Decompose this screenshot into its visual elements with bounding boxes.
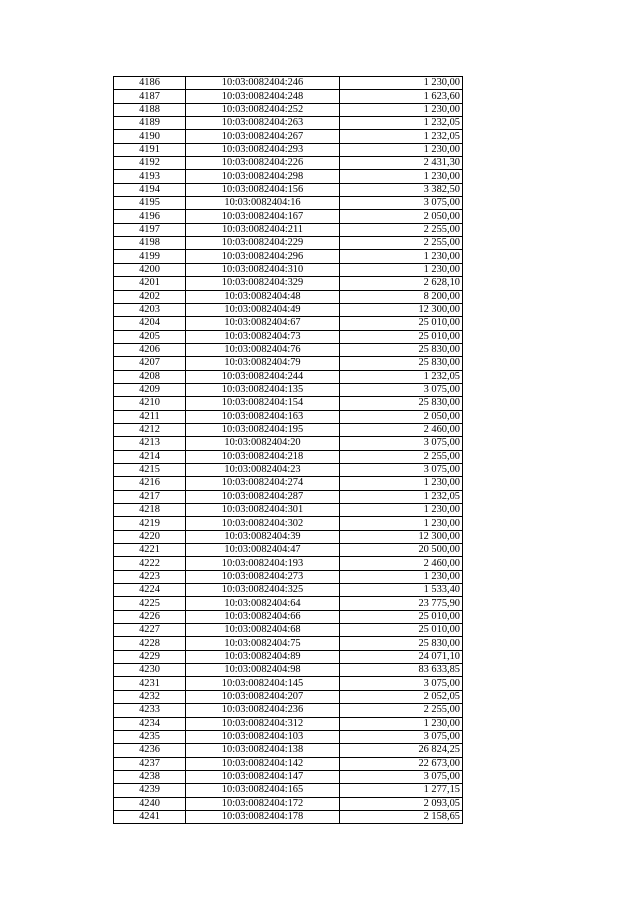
amount-cell: 25 830,00 xyxy=(340,637,463,650)
table-row xyxy=(114,797,463,810)
cadastral-number-cell: 10:03:0082404:20 xyxy=(186,437,340,450)
table-row xyxy=(114,784,463,797)
table-row xyxy=(114,117,463,130)
table-row xyxy=(114,530,463,543)
row-number-cell: 4200 xyxy=(114,263,186,276)
row-number-cell: 4218 xyxy=(114,504,186,517)
cadastral-number-cell: 10:03:0082404:207 xyxy=(186,690,340,703)
amount-cell: 1 232,05 xyxy=(340,490,463,503)
row-number-cell: 4235 xyxy=(114,730,186,743)
cadastral-number-cell: 10:03:0082404:75 xyxy=(186,637,340,650)
cadastral-number-cell: 10:03:0082404:325 xyxy=(186,584,340,597)
table-row xyxy=(114,197,463,210)
amount-cell: 1 230,00 xyxy=(340,250,463,263)
table-row xyxy=(114,610,463,623)
amount-cell: 1 230,00 xyxy=(340,504,463,517)
amount-cell: 2 255,00 xyxy=(340,223,463,236)
amount-cell: 1 230,00 xyxy=(340,170,463,183)
table-row xyxy=(114,664,463,677)
row-number-cell: 4228 xyxy=(114,637,186,650)
amount-cell: 26 824,25 xyxy=(340,744,463,757)
cadastral-number-cell: 10:03:0082404:273 xyxy=(186,570,340,583)
cadastral-number-cell: 10:03:0082404:49 xyxy=(186,303,340,316)
amount-cell: 3 075,00 xyxy=(340,770,463,783)
table-row xyxy=(114,757,463,770)
table-row xyxy=(114,624,463,637)
row-number-cell: 4217 xyxy=(114,490,186,503)
table-row xyxy=(114,103,463,116)
row-number-cell: 4211 xyxy=(114,410,186,423)
cadastral-number-cell: 10:03:0082404:296 xyxy=(186,250,340,263)
row-number-cell: 4195 xyxy=(114,197,186,210)
row-number-cell: 4239 xyxy=(114,784,186,797)
amount-cell: 1 230,00 xyxy=(340,717,463,730)
row-number-cell: 4216 xyxy=(114,477,186,490)
cadastral-number-cell: 10:03:0082404:73 xyxy=(186,330,340,343)
row-number-cell: 4187 xyxy=(114,90,186,103)
row-number-cell: 4233 xyxy=(114,704,186,717)
amount-cell: 2 050,00 xyxy=(340,210,463,223)
cadastral-number-cell: 10:03:0082404:23 xyxy=(186,463,340,476)
cadastral-number-cell: 10:03:0082404:67 xyxy=(186,317,340,330)
cadastral-number-cell: 10:03:0082404:103 xyxy=(186,730,340,743)
table-row xyxy=(114,517,463,530)
amount-cell: 3 075,00 xyxy=(340,730,463,743)
row-number-cell: 4234 xyxy=(114,717,186,730)
table-row xyxy=(114,383,463,396)
table-row xyxy=(114,183,463,196)
amount-cell: 2 050,00 xyxy=(340,410,463,423)
table-row xyxy=(114,690,463,703)
table-row xyxy=(114,237,463,250)
table-row xyxy=(114,343,463,356)
table-row xyxy=(114,650,463,663)
row-number-cell: 4219 xyxy=(114,517,186,530)
table-row xyxy=(114,263,463,276)
amount-cell: 12 300,00 xyxy=(340,530,463,543)
cadastral-number-cell: 10:03:0082404:246 xyxy=(186,77,340,90)
row-number-cell: 4206 xyxy=(114,343,186,356)
amount-cell: 1 230,00 xyxy=(340,143,463,156)
cadastral-number-cell: 10:03:0082404:195 xyxy=(186,423,340,436)
row-number-cell: 4209 xyxy=(114,383,186,396)
table-row xyxy=(114,463,463,476)
cadastral-number-cell: 10:03:0082404:229 xyxy=(186,237,340,250)
amount-cell: 1 230,00 xyxy=(340,77,463,90)
row-number-cell: 4231 xyxy=(114,677,186,690)
amount-cell: 2 093,05 xyxy=(340,797,463,810)
cadastral-number-cell: 10:03:0082404:263 xyxy=(186,117,340,130)
cadastral-number-cell: 10:03:0082404:98 xyxy=(186,664,340,677)
table-row xyxy=(114,370,463,383)
amount-cell: 20 500,00 xyxy=(340,544,463,557)
table-row xyxy=(114,170,463,183)
row-number-cell: 4230 xyxy=(114,664,186,677)
amount-cell: 1 232,05 xyxy=(340,130,463,143)
amount-cell: 25 830,00 xyxy=(340,357,463,370)
cadastral-number-cell: 10:03:0082404:138 xyxy=(186,744,340,757)
cadastral-number-cell: 10:03:0082404:302 xyxy=(186,517,340,530)
cadastral-number-cell: 10:03:0082404:147 xyxy=(186,770,340,783)
amount-cell: 1 230,00 xyxy=(340,103,463,116)
amount-cell: 2 460,00 xyxy=(340,423,463,436)
cadastral-number-cell: 10:03:0082404:274 xyxy=(186,477,340,490)
cadastral-number-cell: 10:03:0082404:66 xyxy=(186,610,340,623)
row-number-cell: 4240 xyxy=(114,797,186,810)
amount-cell: 24 071,10 xyxy=(340,650,463,663)
table-row xyxy=(114,490,463,503)
amount-cell: 3 382,50 xyxy=(340,183,463,196)
table-row xyxy=(114,330,463,343)
table-row xyxy=(114,437,463,450)
row-number-cell: 4223 xyxy=(114,570,186,583)
cadastral-number-cell: 10:03:0082404:39 xyxy=(186,530,340,543)
cadastral-number-cell: 10:03:0082404:154 xyxy=(186,397,340,410)
table-row xyxy=(114,250,463,263)
row-number-cell: 4222 xyxy=(114,557,186,570)
table-row xyxy=(114,557,463,570)
table-row xyxy=(114,637,463,650)
cadastral-number-cell: 10:03:0082404:135 xyxy=(186,383,340,396)
amount-cell: 1 230,00 xyxy=(340,570,463,583)
table-row xyxy=(114,704,463,717)
cadastral-number-cell: 10:03:0082404:48 xyxy=(186,290,340,303)
cadastral-number-cell: 10:03:0082404:244 xyxy=(186,370,340,383)
row-number-cell: 4237 xyxy=(114,757,186,770)
cadastral-number-cell: 10:03:0082404:287 xyxy=(186,490,340,503)
amount-cell: 8 200,00 xyxy=(340,290,463,303)
cadastral-number-cell: 10:03:0082404:211 xyxy=(186,223,340,236)
row-number-cell: 4214 xyxy=(114,450,186,463)
cadastral-number-cell: 10:03:0082404:172 xyxy=(186,797,340,810)
row-number-cell: 4186 xyxy=(114,77,186,90)
table-row xyxy=(114,423,463,436)
cadastral-number-cell: 10:03:0082404:89 xyxy=(186,650,340,663)
row-number-cell: 4188 xyxy=(114,103,186,116)
amount-cell: 2 255,00 xyxy=(340,450,463,463)
table-row xyxy=(114,730,463,743)
table-row xyxy=(114,570,463,583)
row-number-cell: 4224 xyxy=(114,584,186,597)
row-number-cell: 4238 xyxy=(114,770,186,783)
cadastral-ledger-table xyxy=(113,76,463,824)
table-row xyxy=(114,677,463,690)
cadastral-number-cell: 10:03:0082404:167 xyxy=(186,210,340,223)
table-row xyxy=(114,290,463,303)
cadastral-number-cell: 10:03:0082404:312 xyxy=(186,717,340,730)
table-row xyxy=(114,410,463,423)
row-number-cell: 4189 xyxy=(114,117,186,130)
cadastral-number-cell: 10:03:0082404:267 xyxy=(186,130,340,143)
cadastral-number-cell: 10:03:0082404:163 xyxy=(186,410,340,423)
cadastral-number-cell: 10:03:0082404:298 xyxy=(186,170,340,183)
cadastral-number-cell: 10:03:0082404:218 xyxy=(186,450,340,463)
row-number-cell: 4229 xyxy=(114,650,186,663)
amount-cell: 1 230,00 xyxy=(340,263,463,276)
row-number-cell: 4213 xyxy=(114,437,186,450)
table-row xyxy=(114,157,463,170)
row-number-cell: 4199 xyxy=(114,250,186,263)
row-number-cell: 4212 xyxy=(114,423,186,436)
cadastral-number-cell: 10:03:0082404:248 xyxy=(186,90,340,103)
cadastral-number-cell: 10:03:0082404:76 xyxy=(186,343,340,356)
table-row xyxy=(114,277,463,290)
row-number-cell: 4225 xyxy=(114,597,186,610)
cadastral-number-cell: 10:03:0082404:142 xyxy=(186,757,340,770)
amount-cell: 83 633,85 xyxy=(340,664,463,677)
row-number-cell: 4190 xyxy=(114,130,186,143)
amount-cell: 12 300,00 xyxy=(340,303,463,316)
row-number-cell: 4215 xyxy=(114,463,186,476)
table-row xyxy=(114,397,463,410)
row-number-cell: 4198 xyxy=(114,237,186,250)
amount-cell: 2 255,00 xyxy=(340,704,463,717)
ledger-table-body xyxy=(114,77,463,824)
cadastral-number-cell: 10:03:0082404:252 xyxy=(186,103,340,116)
table-row xyxy=(114,544,463,557)
row-number-cell: 4197 xyxy=(114,223,186,236)
amount-cell: 2 158,65 xyxy=(340,810,463,823)
table-row xyxy=(114,303,463,316)
row-number-cell: 4194 xyxy=(114,183,186,196)
cadastral-number-cell: 10:03:0082404:236 xyxy=(186,704,340,717)
amount-cell: 3 075,00 xyxy=(340,383,463,396)
cadastral-number-cell: 10:03:0082404:79 xyxy=(186,357,340,370)
cadastral-number-cell: 10:03:0082404:156 xyxy=(186,183,340,196)
amount-cell: 25 010,00 xyxy=(340,610,463,623)
table-row xyxy=(114,357,463,370)
table-row xyxy=(114,130,463,143)
cadastral-number-cell: 10:03:0082404:193 xyxy=(186,557,340,570)
row-number-cell: 4227 xyxy=(114,624,186,637)
amount-cell: 1 533,40 xyxy=(340,584,463,597)
amount-cell: 25 830,00 xyxy=(340,397,463,410)
row-number-cell: 4207 xyxy=(114,357,186,370)
amount-cell: 2 628,10 xyxy=(340,277,463,290)
row-number-cell: 4226 xyxy=(114,610,186,623)
row-number-cell: 4202 xyxy=(114,290,186,303)
table-row xyxy=(114,810,463,823)
cadastral-number-cell: 10:03:0082404:145 xyxy=(186,677,340,690)
row-number-cell: 4205 xyxy=(114,330,186,343)
amount-cell: 25 010,00 xyxy=(340,330,463,343)
row-number-cell: 4201 xyxy=(114,277,186,290)
amount-cell: 2 431,30 xyxy=(340,157,463,170)
cadastral-number-cell: 10:03:0082404:165 xyxy=(186,784,340,797)
table-row xyxy=(114,450,463,463)
table-row xyxy=(114,143,463,156)
table-row xyxy=(114,597,463,610)
table-row xyxy=(114,584,463,597)
amount-cell: 22 673,00 xyxy=(340,757,463,770)
cadastral-number-cell: 10:03:0082404:293 xyxy=(186,143,340,156)
cadastral-number-cell: 10:03:0082404:226 xyxy=(186,157,340,170)
row-number-cell: 4236 xyxy=(114,744,186,757)
table-row xyxy=(114,744,463,757)
table-row xyxy=(114,477,463,490)
table-row xyxy=(114,317,463,330)
row-number-cell: 4193 xyxy=(114,170,186,183)
amount-cell: 25 010,00 xyxy=(340,624,463,637)
row-number-cell: 4220 xyxy=(114,530,186,543)
cadastral-number-cell: 10:03:0082404:64 xyxy=(186,597,340,610)
amount-cell: 3 075,00 xyxy=(340,463,463,476)
amount-cell: 2 255,00 xyxy=(340,237,463,250)
row-number-cell: 4210 xyxy=(114,397,186,410)
amount-cell: 3 075,00 xyxy=(340,437,463,450)
amount-cell: 3 075,00 xyxy=(340,197,463,210)
cadastral-number-cell: 10:03:0082404:16 xyxy=(186,197,340,210)
amount-cell: 25 010,00 xyxy=(340,317,463,330)
cadastral-number-cell: 10:03:0082404:47 xyxy=(186,544,340,557)
row-number-cell: 4208 xyxy=(114,370,186,383)
row-number-cell: 4191 xyxy=(114,143,186,156)
amount-cell: 1 230,00 xyxy=(340,477,463,490)
table-row xyxy=(114,504,463,517)
table-row xyxy=(114,210,463,223)
amount-cell: 25 830,00 xyxy=(340,343,463,356)
row-number-cell: 4221 xyxy=(114,544,186,557)
table-row xyxy=(114,90,463,103)
row-number-cell: 4196 xyxy=(114,210,186,223)
cadastral-number-cell: 10:03:0082404:329 xyxy=(186,277,340,290)
row-number-cell: 4241 xyxy=(114,810,186,823)
row-number-cell: 4204 xyxy=(114,317,186,330)
amount-cell: 2 460,00 xyxy=(340,557,463,570)
amount-cell: 2 052,05 xyxy=(340,690,463,703)
amount-cell: 1 230,00 xyxy=(340,517,463,530)
table-row xyxy=(114,770,463,783)
amount-cell: 3 075,00 xyxy=(340,677,463,690)
cadastral-number-cell: 10:03:0082404:68 xyxy=(186,624,340,637)
cadastral-number-cell: 10:03:0082404:301 xyxy=(186,504,340,517)
table-row xyxy=(114,77,463,90)
amount-cell: 1 623,60 xyxy=(340,90,463,103)
amount-cell: 1 232,05 xyxy=(340,117,463,130)
table-row xyxy=(114,223,463,236)
row-number-cell: 4192 xyxy=(114,157,186,170)
amount-cell: 23 775,90 xyxy=(340,597,463,610)
row-number-cell: 4232 xyxy=(114,690,186,703)
amount-cell: 1 232,05 xyxy=(340,370,463,383)
cadastral-number-cell: 10:03:0082404:310 xyxy=(186,263,340,276)
amount-cell: 1 277,15 xyxy=(340,784,463,797)
row-number-cell: 4203 xyxy=(114,303,186,316)
cadastral-number-cell: 10:03:0082404:178 xyxy=(186,810,340,823)
table-row xyxy=(114,717,463,730)
